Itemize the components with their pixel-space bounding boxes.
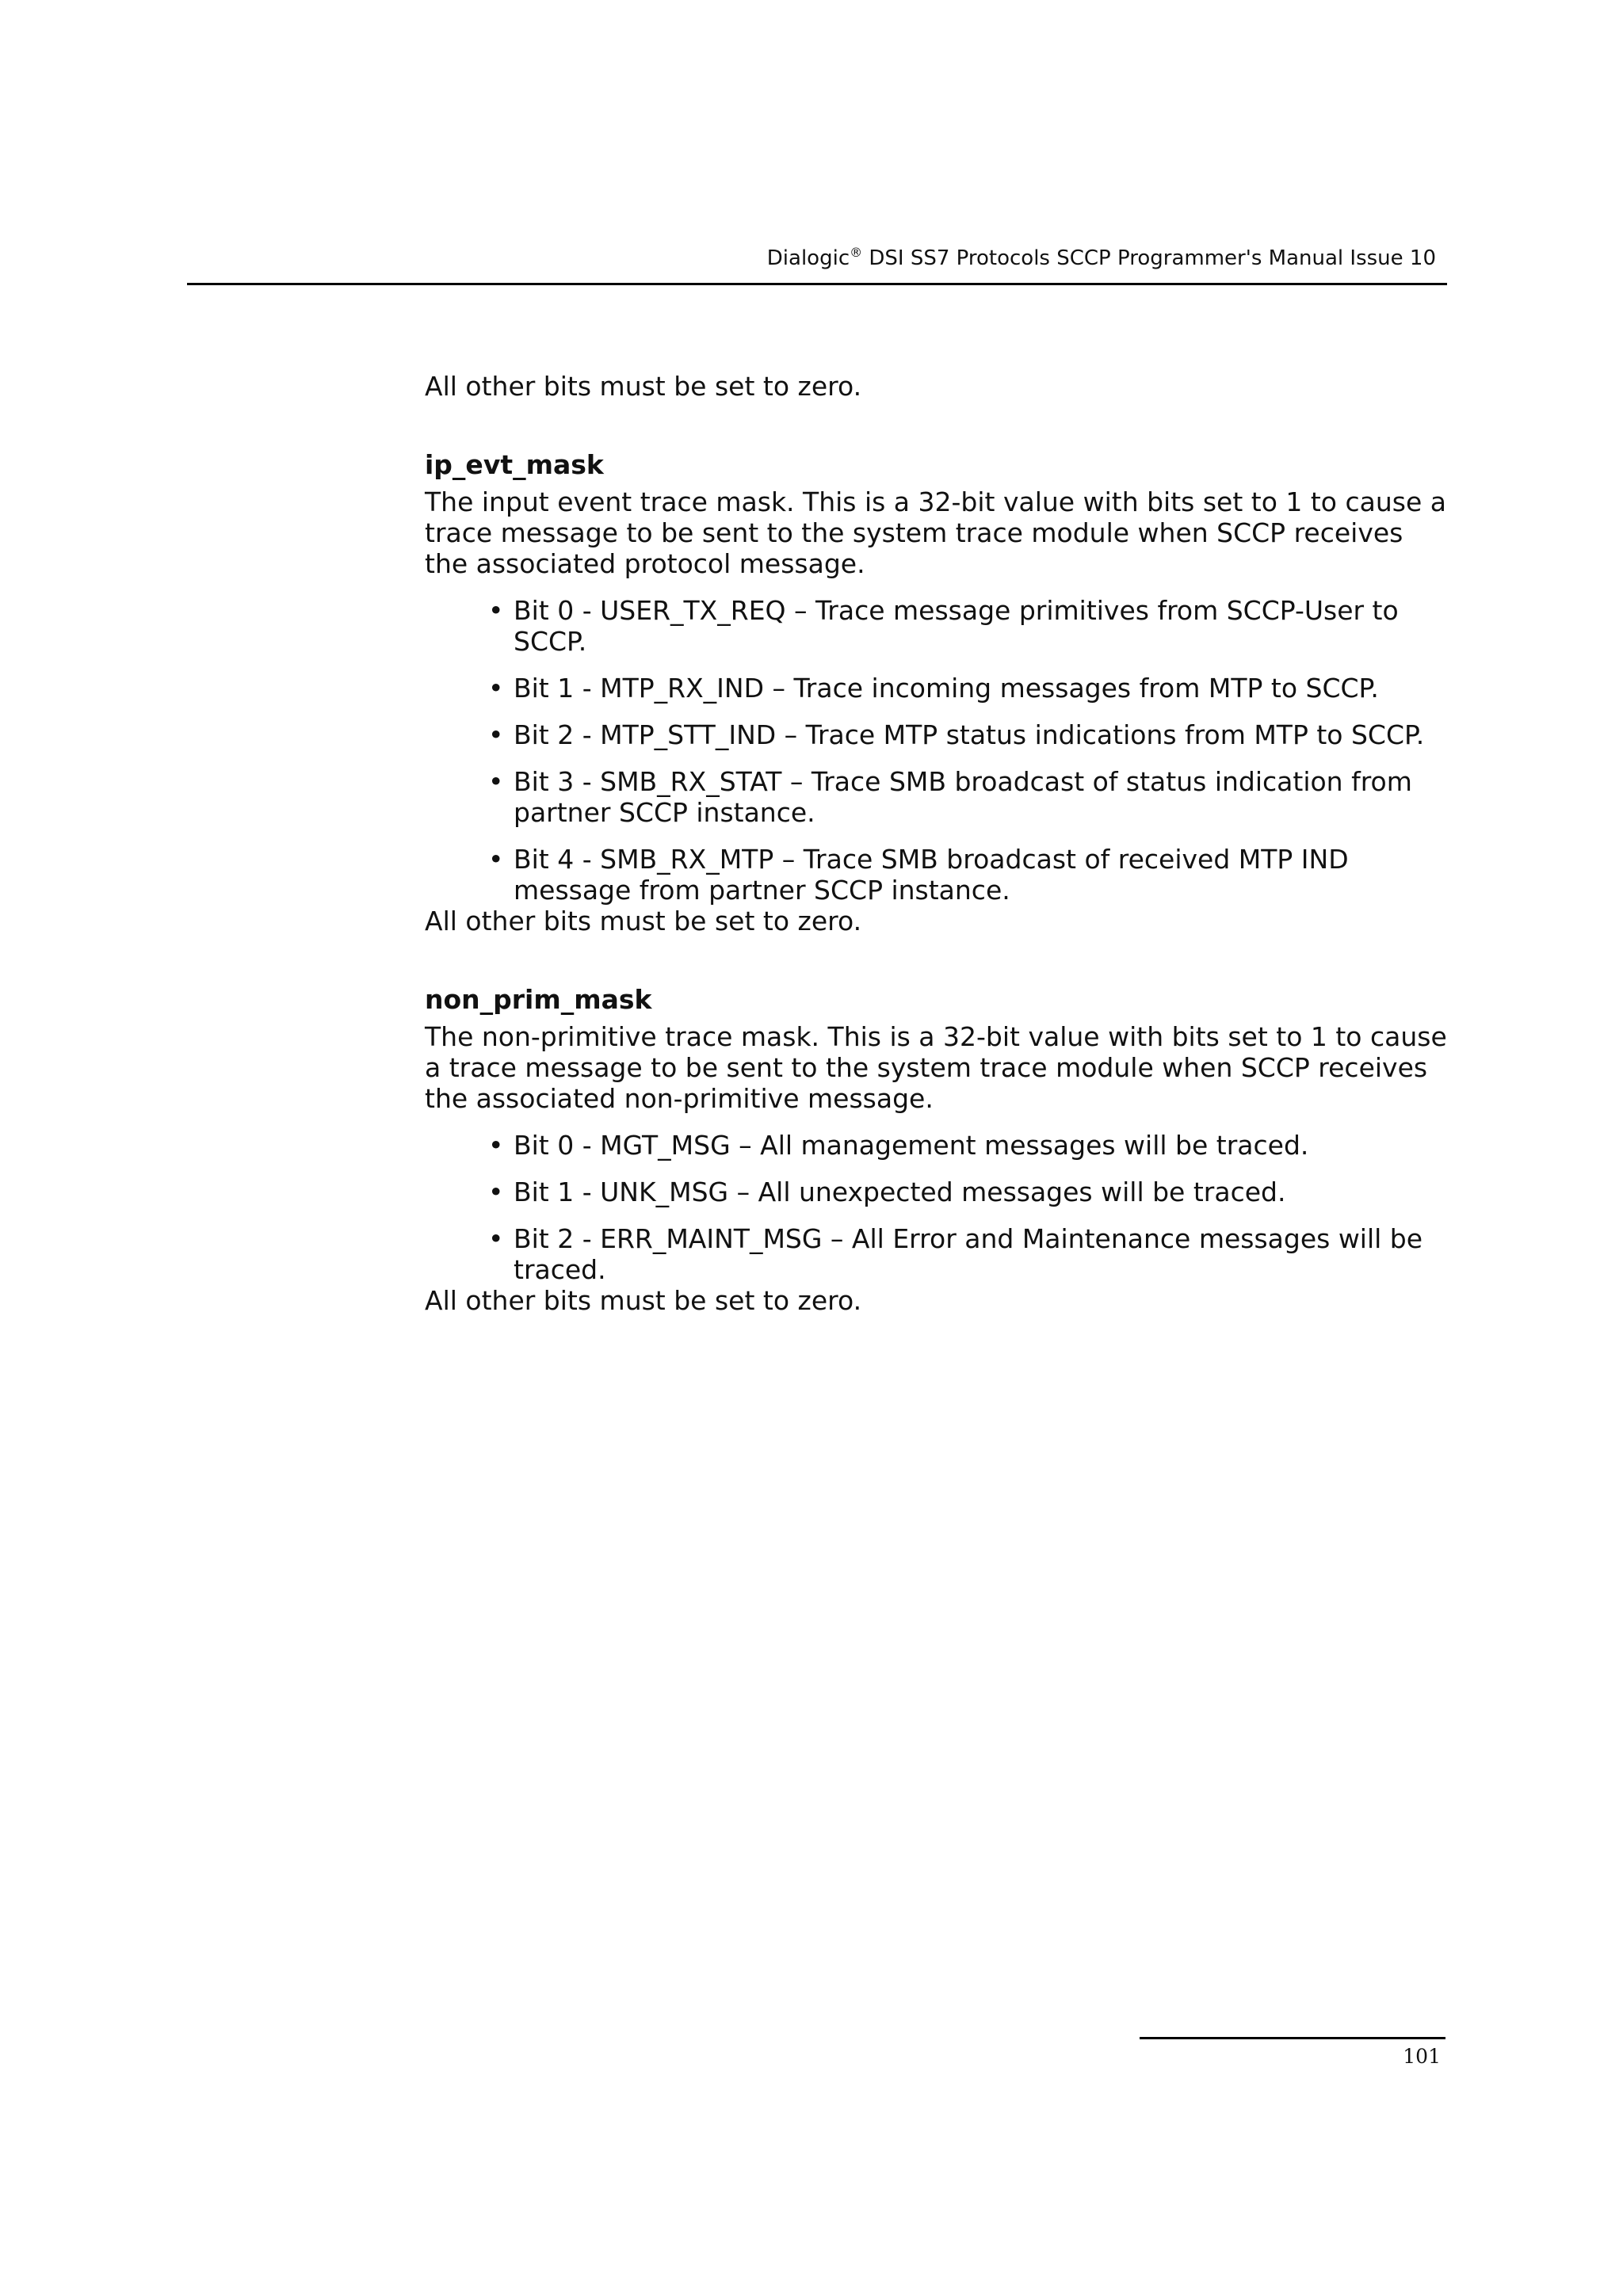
- registered-trademark-mark: ®: [850, 245, 863, 260]
- bit-text: Bit 2 - MTP_STT_IND – Trace MTP status indications from MTP to SCCP.: [514, 719, 1425, 750]
- section-description: The non-primitive trace mask. This is a 32-bit value with bits set to 1 to cause a trace message to be sent to the system trace module when SCCP receives the associated non-primitive message.: [425, 1021, 1447, 1114]
- footer-divider: [1140, 2037, 1445, 2039]
- bit-item: [488, 1177, 1447, 1207]
- page-content: [425, 371, 1447, 1316]
- header-title: DSI SS7 Protocols SCCP Programmer's Manual Issue 10: [862, 246, 1436, 270]
- section-ip-evt-mask: [425, 449, 1447, 936]
- bit-text: Bit 2 - ERR_MAINT_MSG – All Error and Maintenance messages will be traced.: [514, 1223, 1423, 1285]
- bit-list: [425, 595, 1447, 906]
- intro-paragraph: All other bits must be set to zero.: [425, 371, 862, 402]
- bit-text: Bit 0 - USER_TX_REQ – Trace message primitives from SCCP-User to SCCP.: [514, 595, 1399, 657]
- section-heading: non_prim_mask: [425, 984, 652, 1015]
- bit-text: Bit 4 - SMB_RX_MTP – Trace SMB broadcast of received MTP IND message from partner SCCP instance.: [514, 844, 1349, 906]
- bullet-icon: •: [488, 1130, 504, 1161]
- bullet-icon: •: [488, 719, 504, 750]
- bit-text: Bit 1 - UNK_MSG – All unexpected messages will be traced.: [514, 1177, 1286, 1207]
- page-header: [187, 244, 1447, 273]
- bullet-icon: •: [488, 1177, 504, 1207]
- section-description: The input event trace mask. This is a 32-bit value with bits set to 1 to cause a trace message to be sent to the system trace module when SCCP receives the associated protocol message.: [425, 486, 1446, 579]
- bullet-icon: •: [488, 766, 504, 797]
- section-non-prim-mask: [425, 984, 1447, 1316]
- bit-item: [488, 766, 1447, 828]
- bit-text: Bit 0 - MGT_MSG – All management messages will be traced.: [514, 1130, 1309, 1161]
- bullet-icon: •: [488, 844, 504, 875]
- bit-text: Bit 1 - MTP_RX_IND – Trace incoming messages from MTP to SCCP.: [514, 673, 1379, 704]
- bit-item: [488, 1130, 1447, 1161]
- section-closing: All other bits must be set to zero.: [425, 906, 862, 936]
- bit-item: [488, 673, 1447, 704]
- header-divider: [187, 283, 1447, 285]
- bit-text: Bit 3 - SMB_RX_STAT – Trace SMB broadcast of status indication from partner SCCP instance.: [514, 766, 1412, 828]
- bit-item: [488, 1223, 1447, 1285]
- bullet-icon: •: [488, 673, 504, 704]
- bit-item: [488, 719, 1447, 750]
- page-number: 101: [1403, 2045, 1441, 2068]
- bullet-icon: •: [488, 1223, 504, 1254]
- bit-item: [488, 595, 1447, 657]
- bit-item: [488, 844, 1447, 906]
- section-heading: ip_evt_mask: [425, 449, 604, 480]
- header-brand: Dialogic: [766, 246, 850, 270]
- section-closing: All other bits must be set to zero.: [425, 1285, 862, 1316]
- bullet-icon: •: [488, 595, 504, 626]
- bit-list: [425, 1130, 1447, 1285]
